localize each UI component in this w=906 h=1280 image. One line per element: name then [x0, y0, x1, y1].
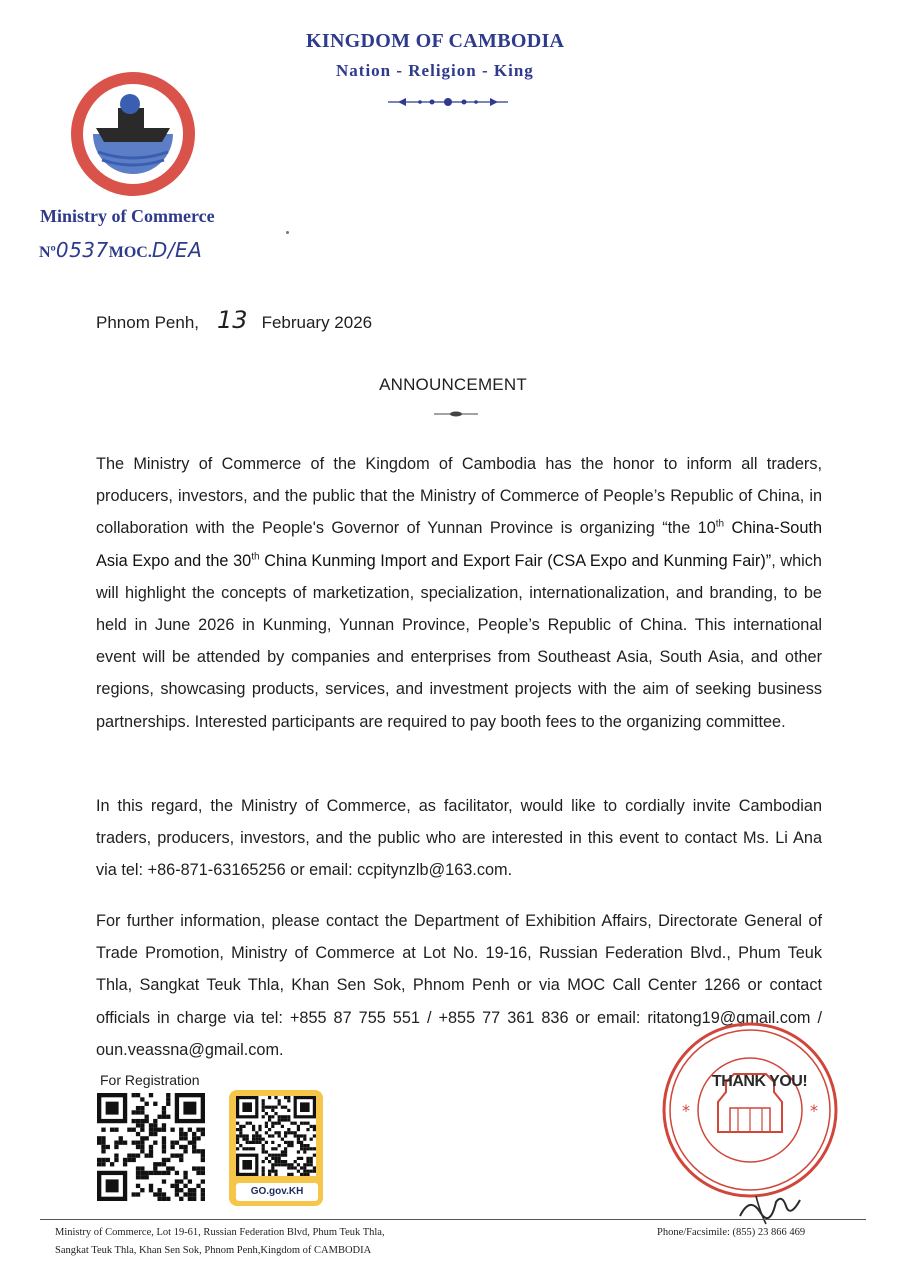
date-city: Phnom Penh,	[96, 313, 200, 332]
registration-qr-code[interactable]	[96, 1093, 206, 1201]
handwritten-signature	[736, 1186, 806, 1226]
body-paragraph-2: In this regard, the Ministry of Commerce, as facilitator, would like to cordially invite Cambodian traders, producers, investors, and the public who are interested in this event to contact Ms. Li Ana via tel: +86-871-63165256 or email: ccpitynzlb@163.com.	[96, 797, 822, 880]
footer-divider	[40, 1219, 866, 1220]
footer-phone: Phone/Facsimile: (855) 23 866 469	[657, 1227, 806, 1238]
kingdom-title: KINGDOM OF CAMBODIA	[306, 30, 565, 52]
ref-number-handwritten: 0537	[55, 238, 109, 262]
header-ornament	[388, 95, 508, 109]
body-paragraph-1	[96, 448, 822, 738]
p1-part-c: China Kunming Import and Export Fair (CSA Expo and Kunming Fair)”	[259, 551, 772, 570]
ministry-name: Ministry of Commerce	[40, 206, 215, 226]
svg-text:*: *	[810, 1101, 818, 1120]
announcement-title: ANNOUNCEMENT	[379, 375, 527, 394]
p1-superscript-1: th	[715, 518, 725, 530]
footer-address-line-1: Ministry of Commerce, Lot 19-61, Russian Federation Blvd, Phum Teuk Thla,	[55, 1227, 385, 1238]
ref-dept-handwritten: D/EA	[151, 238, 203, 262]
footer-address-line-2: Sangkat Teuk Thla, Khan Sen Sok, Phnom Penh,Kingdom of CAMBODIA	[55, 1245, 372, 1256]
scan-speck	[286, 231, 289, 234]
body-paragraph-3: For further information, please contact the Department of Exhibition Affairs, Directorate General of Trade Promotion, Ministry of Commerce at Lot No. 19-16, Russian Federation Blvd., Phum Teuk Thla, Sangkat Teuk Thla, Khan Sen Sok, Phnom Penh or via MOC Call Center 1266 or contact officials in charge via tel: +855 87 755 551 / +855 77 361 836 or email: ritatong19@gmail.com / oun.veassna@gmail.com.	[96, 912, 822, 1059]
ref-suffix: MOC.	[108, 244, 152, 261]
p1-superscript-2: th	[251, 551, 260, 563]
p1-part-a: The Ministry of Commerce of the Kingdom of Cambodia has the honor to inform all traders, producers, investors, and the public that the Ministry of Commerce of People’s Republic of China, in collaboration with the People's Governor of Yunnan Province is organizing “the 10	[96, 455, 822, 538]
title-ornament	[434, 410, 478, 418]
date-day-handwritten: 13	[217, 306, 248, 334]
dateline	[96, 306, 372, 334]
p1-part-d: , which will highlight the concepts of marketization, specialization, internationalization, and branding, to be held in June 2026 in Kunming, Yunnan Province, People’s Republic of China. This international event will be attended by companies and enterprises from Southeast Asia, South Asia, and other regions, showcasing products, services, and investment projects with the aim of seeking business partnerships. Interested participants are required to pay booth fees to the organizing committee.	[96, 551, 822, 731]
national-motto: Nation - Religion - King	[336, 61, 534, 80]
p1-part-b: China-South Asia Expo and the 30	[96, 519, 822, 570]
go-gov-qr-code[interactable]	[236, 1096, 316, 1176]
svg-text:*: *	[682, 1101, 690, 1120]
reference-number	[39, 238, 202, 262]
date-month-year: February 2026	[261, 313, 373, 332]
ministry-seal-logo	[66, 70, 200, 198]
go-gov-logo: GO.gov.KH	[236, 1183, 318, 1201]
ref-prefix: Nº	[39, 244, 56, 261]
official-red-stamp	[660, 1020, 840, 1200]
registration-label: For Registration	[100, 1072, 200, 1088]
stamp-text: THANK YOU!	[712, 1073, 808, 1090]
